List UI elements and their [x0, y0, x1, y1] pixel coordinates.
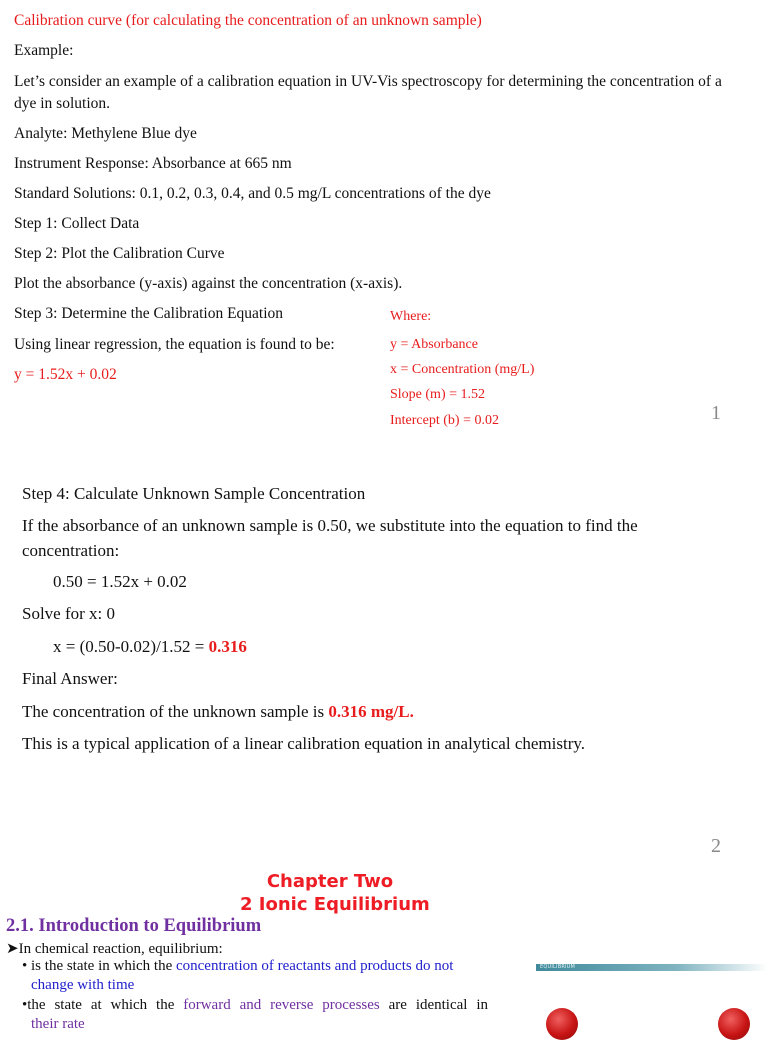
step1-line: Step 1: Collect Data	[14, 215, 140, 232]
substituted-equation: 0.50 = 1.52x + 0.02	[53, 572, 187, 591]
molecule-ball-icon	[546, 1008, 578, 1040]
calibration-title: Calibration curve (for calculating the concentration of an unknown sample)	[14, 12, 482, 29]
calibration-equation: y = 1.52x + 0.02	[14, 366, 117, 383]
bullet2-highlight: forward and reverse processes	[183, 997, 380, 1013]
bullet2-prefix: the state at which the	[27, 997, 184, 1013]
step4-line: Step 4: Calculate Unknown Sample Concentration	[22, 484, 366, 503]
standards-line: Standard Solutions: 0.1, 0.2, 0.3, 0.4, and 0.5 mg/L concentrations of the dye	[14, 185, 491, 202]
if-line-1: If the absorbance of an unknown sample is 0.50, we substitute into the equation to find the	[22, 516, 638, 535]
where-label: Where:	[390, 309, 432, 324]
x-calculation	[53, 637, 247, 657]
bullet2-highlight-b: their rate	[31, 1016, 85, 1032]
typical-application-line: This is a typical application of a linear calibration equation in analytical chemistry.	[22, 734, 586, 753]
step2-line: Step 2: Plot the Calibration Curve	[14, 245, 225, 262]
chapter-title: 2 Ionic Equilibrium	[240, 894, 430, 915]
analyte-line: Analyte: Methylene Blue dye	[14, 125, 197, 142]
chapter-label: Chapter Two	[266, 871, 394, 892]
bullet2-suffix: are identical in	[379, 997, 488, 1013]
bullet-item-1	[22, 958, 453, 975]
step3-line: Step 3: Determine the Calibration Equation	[14, 305, 284, 322]
final-answer-value: 0.316 mg/L.	[328, 702, 414, 721]
where-x: x = Concentration (mg/L)	[390, 362, 535, 377]
final-answer-line	[22, 702, 414, 722]
regression-line: Using linear regression, the equation is found to be:	[14, 336, 335, 353]
intro-line-2: dye in solution.	[14, 95, 111, 112]
arrow-item	[6, 939, 223, 958]
response-line: Instrument Response: Absorbance at 665 nm	[14, 155, 292, 172]
plot-line: Plot the absorbance (y-axis) against the concentration (x-axis).	[14, 275, 403, 292]
page-number-2: 2	[711, 835, 721, 857]
where-intercept: Intercept (b) = 0.02	[390, 413, 499, 428]
if-line-2: concentration:	[22, 541, 120, 560]
final-answer-label: Final Answer:	[22, 669, 118, 688]
bullet-icon: •	[22, 997, 28, 1013]
bullet1-highlight-a: concentration of reactants and products do not	[175, 958, 454, 974]
equilibrium-figure-label: EQUILIBRIUM	[540, 964, 576, 970]
bullet-item-2	[22, 997, 488, 1014]
arrow-item-text: In chemical reaction, equilibrium:	[18, 941, 223, 957]
page-number-1: 1	[711, 402, 721, 424]
where-y: y = Absorbance	[390, 337, 478, 352]
intro-line-1: Let’s consider an example of a calibration equation in UV-Vis spectroscopy for determining the concentration of a	[14, 73, 722, 90]
equilibrium-figure-header	[536, 964, 768, 971]
where-slope: Slope (m) = 1.52	[390, 387, 485, 402]
arrow-bullet-icon: ➤	[6, 941, 19, 957]
bullet1-highlight-b: change with time	[31, 977, 135, 993]
solve-line: Solve for x: 0	[22, 604, 116, 623]
x-value: 0.316	[208, 637, 247, 656]
final-answer-text: The concentration of the unknown sample is	[22, 702, 329, 721]
example-label: Example:	[14, 42, 74, 59]
molecule-ball-icon	[718, 1008, 750, 1040]
bullet1-prefix: is the state in which the	[31, 958, 176, 974]
bullet-icon: •	[22, 958, 28, 974]
section-heading: 2.1. Introduction to Equilibrium	[6, 916, 262, 936]
x-expression: x = (0.50-0.02)/1.52 =	[53, 637, 209, 656]
